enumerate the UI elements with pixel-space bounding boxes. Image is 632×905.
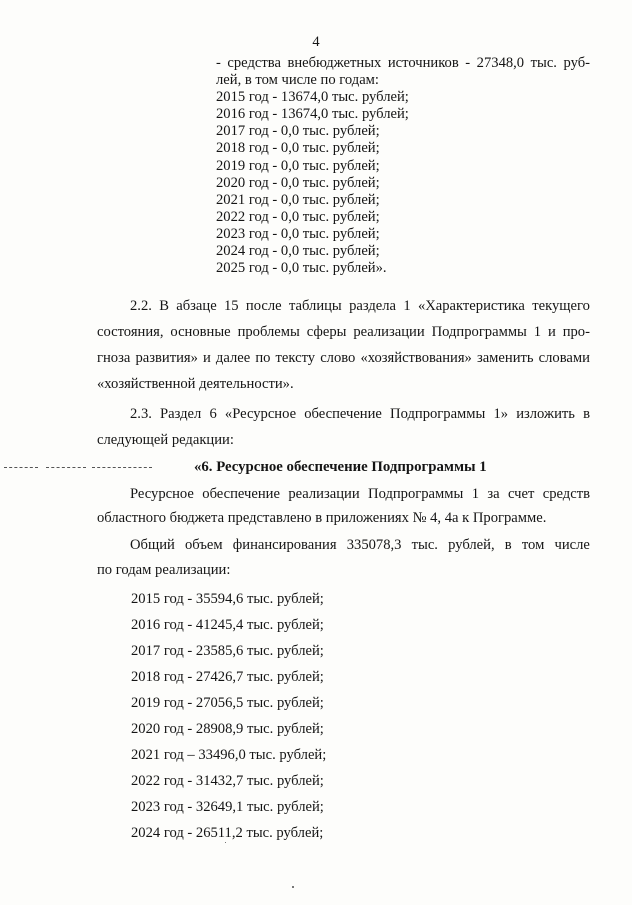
paragraph-2-2-line: 2.2. В абзаце 15 после таблицы раздела 1 «Характеристика текущего bbox=[130, 298, 590, 314]
year-line: 2018 год - 0,0 тыс. рублей; bbox=[216, 140, 380, 157]
year-line: 2016 год - 13674,0 тыс. рублей; bbox=[216, 106, 409, 123]
funding-year-line: 2021 год – 33496,0 тыс. рублей; bbox=[131, 747, 327, 763]
paragraph-2-3-line: следующей редакции: bbox=[97, 432, 234, 448]
year-line: 2015 год - 13674,0 тыс. рублей; bbox=[216, 89, 409, 106]
year-line: 2023 год - 0,0 тыс. рублей; bbox=[216, 225, 380, 242]
paragraph-2-2-line: «хозяйственной деятельности». bbox=[97, 376, 294, 392]
paragraph-2-2-line: гноза развития» и далее по тексту слово «хозяйствования» заменить словами bbox=[97, 350, 590, 366]
funding-year-line: 2022 год - 31432,7 тыс. рублей; bbox=[131, 773, 324, 789]
paragraph-2-2-line: состояния, основные проблемы сферы реализации Подпрограммы 1 и про- bbox=[97, 324, 590, 340]
funding-years-list bbox=[131, 586, 326, 846]
funding-year-line: 2018 год - 27426,7 тыс. рублей; bbox=[131, 669, 324, 685]
scan-mark bbox=[92, 467, 152, 468]
scan-speck bbox=[292, 886, 294, 888]
year-line: 2020 год - 0,0 тыс. рублей; bbox=[216, 174, 380, 191]
resource-paragraph-line: Ресурсное обеспечение реализации Подпрограммы 1 за счет средств bbox=[130, 486, 590, 502]
funding-year-line: 2020 год - 28908,9 тыс. рублей; bbox=[131, 721, 324, 737]
funding-year-line: 2015 год - 35594,6 тыс. рублей; bbox=[131, 591, 324, 607]
resource-paragraph-line: областного бюджета представлено в приложениях № 4, 4а к Программе. bbox=[97, 510, 547, 526]
funding-year-line: 2023 год - 32649,1 тыс. рублей; bbox=[131, 799, 324, 815]
year-line: 2019 год - 0,0 тыс. рублей; bbox=[216, 157, 380, 174]
extrabudgetary-funding-block bbox=[216, 55, 590, 277]
funding-year-line: 2017 год - 23585,6 тыс. рублей; bbox=[131, 643, 324, 659]
funding-year-line: 2019 год - 27056,5 тыс. рублей; bbox=[131, 695, 324, 711]
scan-mark bbox=[46, 467, 86, 468]
funding-year-line: 2024 год - 26511,2 тыс. рублей; bbox=[131, 825, 324, 841]
scan-mark bbox=[4, 467, 38, 468]
year-line: 2022 год - 0,0 тыс. рублей; bbox=[216, 208, 380, 225]
page-number: 4 bbox=[312, 34, 320, 50]
total-funding-line: по годам реализации: bbox=[97, 562, 231, 578]
funding-year-line: 2016 год - 41245,4 тыс. рублей; bbox=[131, 617, 324, 633]
year-line: 2024 год - 0,0 тыс. рублей; bbox=[216, 243, 380, 260]
total-funding-line: Общий объем финансирования 335078,3 тыс. рублей, в том числе bbox=[130, 537, 590, 553]
intro-line: - средства внебюджетных источников - 27348,0 тыс. руб- bbox=[216, 55, 590, 71]
year-line: 2017 год - 0,0 тыс. рублей; bbox=[216, 123, 380, 140]
year-line: 2021 год - 0,0 тыс. рублей; bbox=[216, 191, 380, 208]
paragraph-2-3-line: 2.3. Раздел 6 «Ресурсное обеспечение Подпрограммы 1» изложить в bbox=[130, 406, 590, 422]
year-line: 2025 год - 0,0 тыс. рублей». bbox=[216, 260, 387, 277]
scan-speck bbox=[225, 842, 226, 843]
intro-line: лей, в том числе по годам: bbox=[216, 72, 379, 89]
section-heading: «6. Ресурсное обеспечение Подпрограммы 1 bbox=[194, 459, 487, 475]
